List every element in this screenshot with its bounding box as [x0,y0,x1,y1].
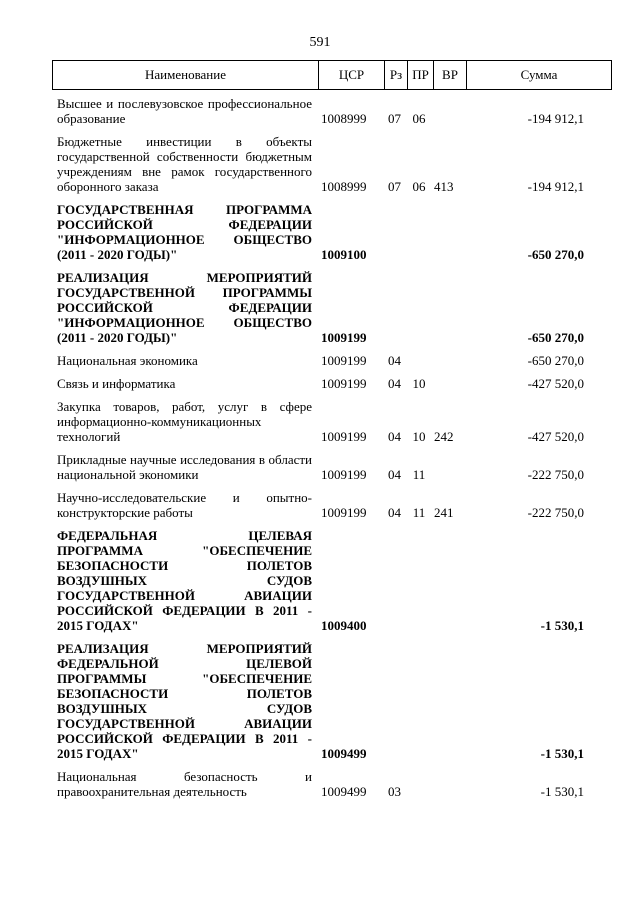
cell-vr: 413 [434,179,454,194]
table-row [52,96,612,126]
cell-name: Связь и информатика [57,376,176,391]
cell-csr: 1009199 [321,505,367,520]
header-pr: ПР [407,61,433,89]
header-vr: ВР [433,61,466,89]
cell-name: Прикладные научные исследования в области национальной экономики [57,452,312,482]
cell-sum: -1 530,1 [540,784,584,799]
cell-sum: -650 270,0 [527,330,584,345]
cell-pr: 11 [412,505,426,520]
cell-vr: 242 [434,429,454,444]
table-row [52,452,612,482]
table-row [52,490,612,520]
cell-name: РЕАЛИЗАЦИЯ МЕРОПРИЯТИЙ ФЕДЕРАЛЬНОЙ ЦЕЛЕВОЙ ПРОГРАММЫ "ОБЕСПЕЧЕНИЕ БЕЗОПАСНОСТИ ПОЛЕТОВ ВОЗДУШНЫХ СУДОВ ГОСУДАРСТВЕННОЙ АВИАЦИИ РОССИЙСКОЙ ФЕДЕРАЦИИ В 2011 - 2015 ГОДАХ" [57,641,312,761]
cell-sum: -427 520,0 [527,429,584,444]
header-name: Наименование [145,67,226,82]
cell-name: Высшее и послевузовское профессиональное образование [57,96,312,126]
table-body [52,96,612,799]
cell-sum: -194 912,1 [527,179,584,194]
cell-sum: -650 270,0 [527,247,584,262]
cell-csr: 1009199 [321,353,367,368]
cell-csr: 1009100 [321,247,367,262]
cell-rz: 04 [388,505,401,520]
table-row [52,202,612,262]
header-sum: Сумма [466,61,611,89]
table-header [52,60,612,90]
cell-rz: 04 [388,353,401,368]
cell-csr: 1009199 [321,429,367,444]
cell-pr: 10 [412,376,426,391]
cell-pr: 06 [412,111,426,126]
header-csr: ЦСР [318,61,384,89]
cell-csr: 1008999 [321,179,367,194]
header-rz: Рз [384,61,407,89]
table-row [52,399,612,444]
cell-rz: 07 [388,179,401,194]
cell-csr: 1009199 [321,330,367,345]
table-row [52,376,612,391]
cell-name: Закупка товаров, работ, услуг в сфере информационно-коммуникационных технологий [57,399,312,444]
page-number: 591 [309,35,331,50]
cell-name: ФЕДЕРАЛЬНАЯ ЦЕЛЕВАЯ ПРОГРАММА "ОБЕСПЕЧЕНИЕ БЕЗОПАСНОСТИ ПОЛЕТОВ ВОЗДУШНЫХ СУДОВ ГОСУДАРСТВЕННОЙ АВИАЦИИ РОССИЙСКОЙ ФЕДЕРАЦИИ В 2011 - 2015 ГОДАХ" [57,528,312,633]
cell-csr: 1008999 [321,111,367,126]
table-row [52,353,612,368]
budget-table [52,60,612,807]
cell-sum: -427 520,0 [527,376,584,391]
table-row [52,528,612,633]
cell-rz: 03 [388,784,401,799]
cell-sum: -222 750,0 [527,505,584,520]
cell-rz: 04 [388,467,401,482]
table-row [52,769,612,799]
cell-sum: -222 750,0 [527,467,584,482]
cell-sum: -1 530,1 [540,618,584,633]
cell-rz: 04 [388,376,401,391]
cell-csr: 1009400 [321,618,367,633]
cell-name: Научно-исследовательские и опытно-конструкторские работы [57,490,312,520]
table-row [52,641,612,761]
cell-rz: 07 [388,111,401,126]
cell-sum: -194 912,1 [527,111,584,126]
cell-name: Национальная экономика [57,353,198,368]
cell-pr: 11 [412,467,426,482]
cell-csr: 1009499 [321,746,367,761]
cell-vr: 241 [434,505,454,520]
cell-name: Бюджетные инвестиции в объекты государственной собственности бюджетным учреждениям вне рамок государственного оборонного заказа [57,134,312,194]
cell-pr: 06 [412,179,426,194]
cell-csr: 1009499 [321,784,367,799]
cell-name: Национальная безопасность и правоохранительная деятельность [57,769,312,799]
cell-pr: 10 [412,429,426,444]
cell-name: РЕАЛИЗАЦИЯ МЕРОПРИЯТИЙ ГОСУДАРСТВЕННОЙ ПРОГРАММЫ РОССИЙСКОЙ ФЕДЕРАЦИИ "ИНФОРМАЦИОННОЕ ОБЩЕСТВО (2011 - 2020 ГОДЫ)" [57,270,312,345]
table-row [52,134,612,194]
cell-sum: -1 530,1 [540,746,584,761]
cell-rz: 04 [388,429,401,444]
cell-csr: 1009199 [321,467,367,482]
cell-sum: -650 270,0 [527,353,584,368]
cell-csr: 1009199 [321,376,367,391]
cell-name: ГОСУДАРСТВЕННАЯ ПРОГРАММА РОССИЙСКОЙ ФЕДЕРАЦИИ "ИНФОРМАЦИОННОЕ ОБЩЕСТВО (2011 - 2020 ГОДЫ)" [57,202,312,262]
table-row [52,270,612,345]
